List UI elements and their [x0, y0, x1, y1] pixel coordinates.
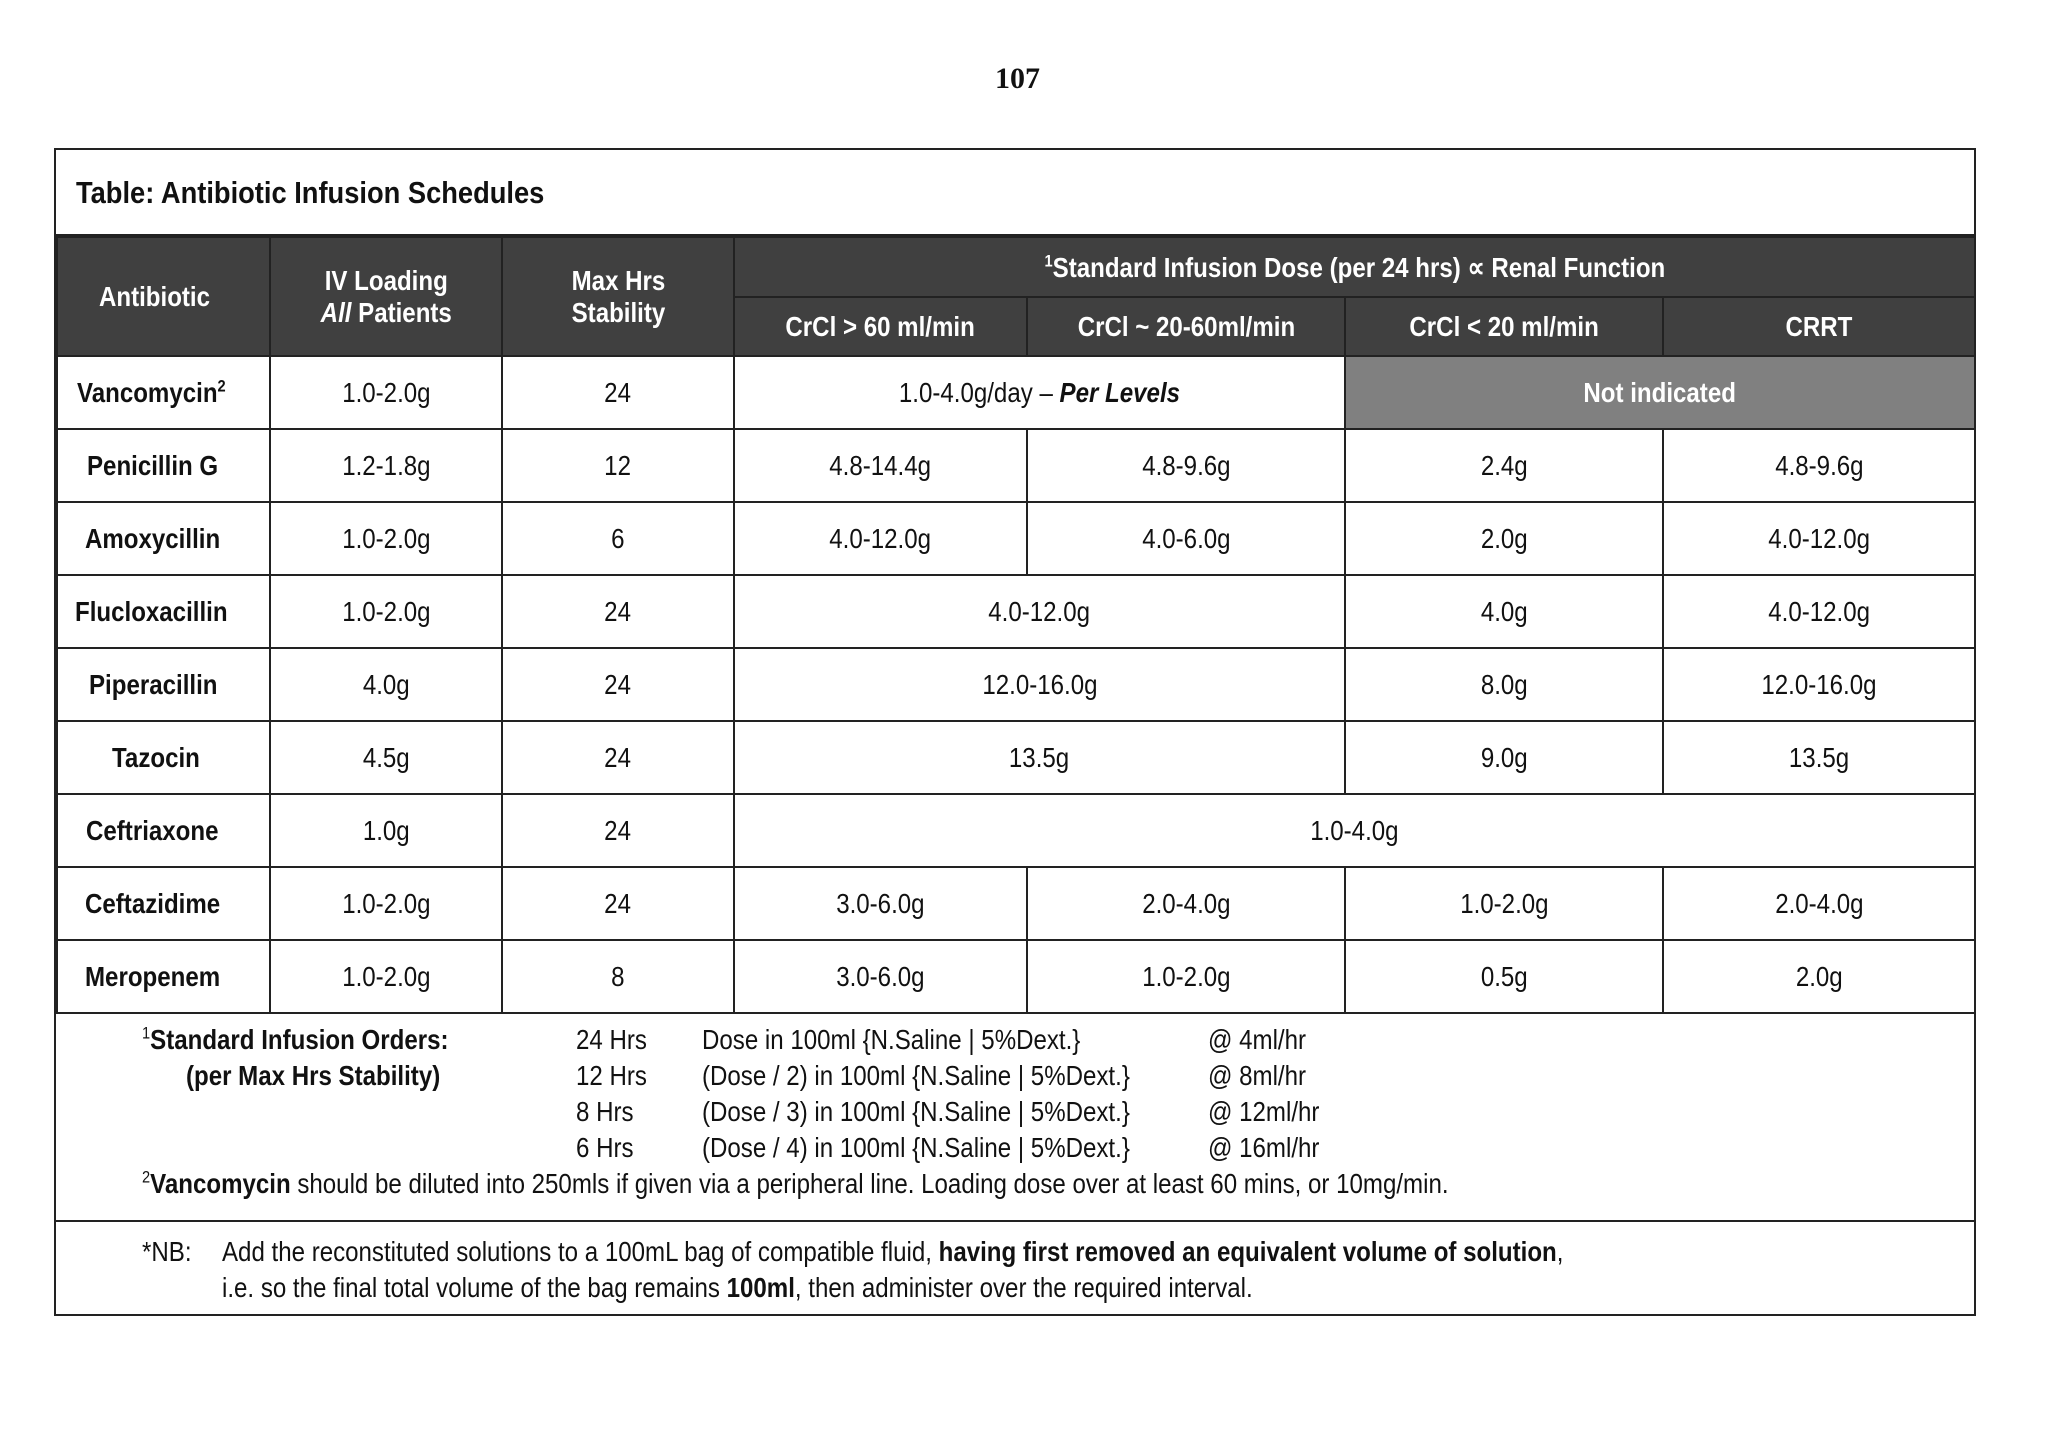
dose-cell: 1.0-2.0g: [1027, 940, 1345, 1013]
stability-cell: 24: [502, 575, 734, 648]
drug-name: Ceftriaxone: [57, 794, 270, 867]
dose-cell-merged: 13.5g: [734, 721, 1345, 794]
drug-name: Tazocin: [57, 721, 270, 794]
orders-label: $^1$Standard Infusion Orders:: [142, 1023, 449, 1055]
dose-cell-merged: 1.0-4.0g: [734, 794, 1975, 867]
dose-cell: 4.0-12.0g: [1663, 502, 1975, 575]
table-row: [57, 648, 1975, 721]
dose-cell-merged: 12.0-16.0g: [734, 648, 1345, 721]
stability-cell: 24: [502, 794, 734, 867]
drug-name: Ceftazidime: [57, 867, 270, 940]
header-iv-loading: IV Loading All Patients: [270, 237, 502, 356]
stability-cell: 24: [502, 867, 734, 940]
nb-note: [56, 1222, 1974, 1316]
stability-cell: 6: [502, 502, 734, 575]
dose-cell-merged: 4.0-12.0g: [734, 575, 1345, 648]
loading-cell: 1.0g: [270, 794, 502, 867]
header-standard-dose: $^1$Standard Infusion Dose (per 24 hrs) ∝ Renal Function: [734, 237, 1975, 297]
dose-cell: 2.0-4.0g: [1027, 867, 1345, 940]
stability-cell: 24: [502, 648, 734, 721]
vancomycin-note: $^2$Vancomycin should be diluted into 250mls if given via a peripheral line. Loading dose over at least 60 mins, or 10mg/min.: [142, 1167, 1449, 1199]
stability-cell: 24: [502, 356, 734, 429]
dose-cell-merged: 1.0-4.0g/day – Per Levels: [734, 356, 1345, 429]
order-hrs: 6 Hrs: [576, 1132, 634, 1163]
header-max-hrs: Max Hrs Stability: [502, 237, 734, 356]
not-indicated-cell: Not indicated: [1345, 356, 1975, 429]
table-row: [57, 940, 1975, 1013]
nb-label: *NB:: [142, 1236, 192, 1267]
loading-cell: 4.5g: [270, 721, 502, 794]
order-dose: (Dose / 4) in 100ml {N.Saline | 5%Dext.}: [702, 1132, 1130, 1163]
order-rate: @ 4ml/hr: [1208, 1024, 1307, 1055]
drug-name: Flucloxacillin: [57, 575, 270, 648]
nb-line-1: Add the reconstituted solutions to a 100mL bag of compatible fluid, having first removed an equivalent volume of solution,: [222, 1236, 1564, 1267]
dose-cell: 4.8-9.6g: [1663, 429, 1975, 502]
table-row: [57, 794, 1975, 867]
dose-cell: 4.0g: [1345, 575, 1663, 648]
loading-cell: 1.0-2.0g: [270, 356, 502, 429]
dose-cell: 4.0-12.0g: [1663, 575, 1975, 648]
dose-cell: 2.0g: [1663, 940, 1975, 1013]
dose-cell: 3.0-6.0g: [734, 940, 1027, 1013]
loading-cell: 4.0g: [270, 648, 502, 721]
order-dose: (Dose / 2) in 100ml {N.Saline | 5%Dext.}: [702, 1060, 1130, 1091]
header-crcl-gt60: CrCl > 60 ml/min: [734, 297, 1027, 356]
dose-cell: 4.8-9.6g: [1027, 429, 1345, 502]
dose-cell: 3.0-6.0g: [734, 867, 1027, 940]
order-hrs: 24 Hrs: [576, 1024, 647, 1055]
table-row: [57, 867, 1975, 940]
header-crrt: CRRT: [1663, 297, 1975, 356]
table-row: [57, 721, 1975, 794]
orders-sublabel: (per Max Hrs Stability): [186, 1060, 441, 1091]
dose-cell: 12.0-16.0g: [1663, 648, 1975, 721]
infusion-orders-notes: [56, 1012, 1974, 1222]
table-row: [57, 575, 1975, 648]
loading-cell: 1.2-1.8g: [270, 429, 502, 502]
dose-cell: 13.5g: [1663, 721, 1975, 794]
table-title: Table: Antibiotic Infusion Schedules: [56, 150, 1974, 236]
infusion-table: [56, 236, 1976, 1014]
order-hrs: 12 Hrs: [576, 1060, 647, 1091]
stability-cell: 12: [502, 429, 734, 502]
order-dose: (Dose / 3) in 100ml {N.Saline | 5%Dext.}: [702, 1096, 1130, 1127]
dose-cell: 2.0g: [1345, 502, 1663, 575]
order-rate: @ 12ml/hr: [1208, 1096, 1320, 1127]
page-number: 107: [995, 62, 1040, 95]
drug-name: Amoxycillin: [57, 502, 270, 575]
nb-line-2: i.e. so the final total volume of the bag remains 100ml, then administer over the required interval.: [222, 1272, 1253, 1303]
loading-cell: 1.0-2.0g: [270, 502, 502, 575]
order-rate: @ 16ml/hr: [1208, 1132, 1320, 1163]
table-row: [57, 356, 1975, 429]
dose-cell: 8.0g: [1345, 648, 1663, 721]
dose-cell: 1.0-2.0g: [1345, 867, 1663, 940]
dose-cell: 9.0g: [1345, 721, 1663, 794]
dose-cell: 2.4g: [1345, 429, 1663, 502]
dose-cell: 4.0-12.0g: [734, 502, 1027, 575]
loading-cell: 1.0-2.0g: [270, 575, 502, 648]
header-crcl-20-60: CrCl ~ 20-60ml/min: [1027, 297, 1345, 356]
table-row: [57, 429, 1975, 502]
drug-name: Meropenem: [57, 940, 270, 1013]
order-rate: @ 8ml/hr: [1208, 1060, 1307, 1091]
drug-name: Penicillin G: [57, 429, 270, 502]
loading-cell: 1.0-2.0g: [270, 867, 502, 940]
order-dose: Dose in 100ml {N.Saline | 5%Dext.}: [702, 1024, 1081, 1055]
dose-cell: 2.0-4.0g: [1663, 867, 1975, 940]
antibiotic-table-frame: [54, 148, 1976, 1316]
stability-cell: 24: [502, 721, 734, 794]
order-hrs: 8 Hrs: [576, 1096, 634, 1127]
dose-cell: 0.5g: [1345, 940, 1663, 1013]
loading-cell: 1.0-2.0g: [270, 940, 502, 1013]
header-crcl-lt20: CrCl < 20 ml/min: [1345, 297, 1663, 356]
drug-name: Piperacillin: [57, 648, 270, 721]
header-antibiotic: Antibiotic: [57, 237, 270, 356]
drug-name: Vancomycin$^2$: [57, 356, 270, 429]
dose-cell: 4.0-6.0g: [1027, 502, 1345, 575]
dose-cell: 4.8-14.4g: [734, 429, 1027, 502]
stability-cell: 8: [502, 940, 734, 1013]
table-row: [57, 502, 1975, 575]
